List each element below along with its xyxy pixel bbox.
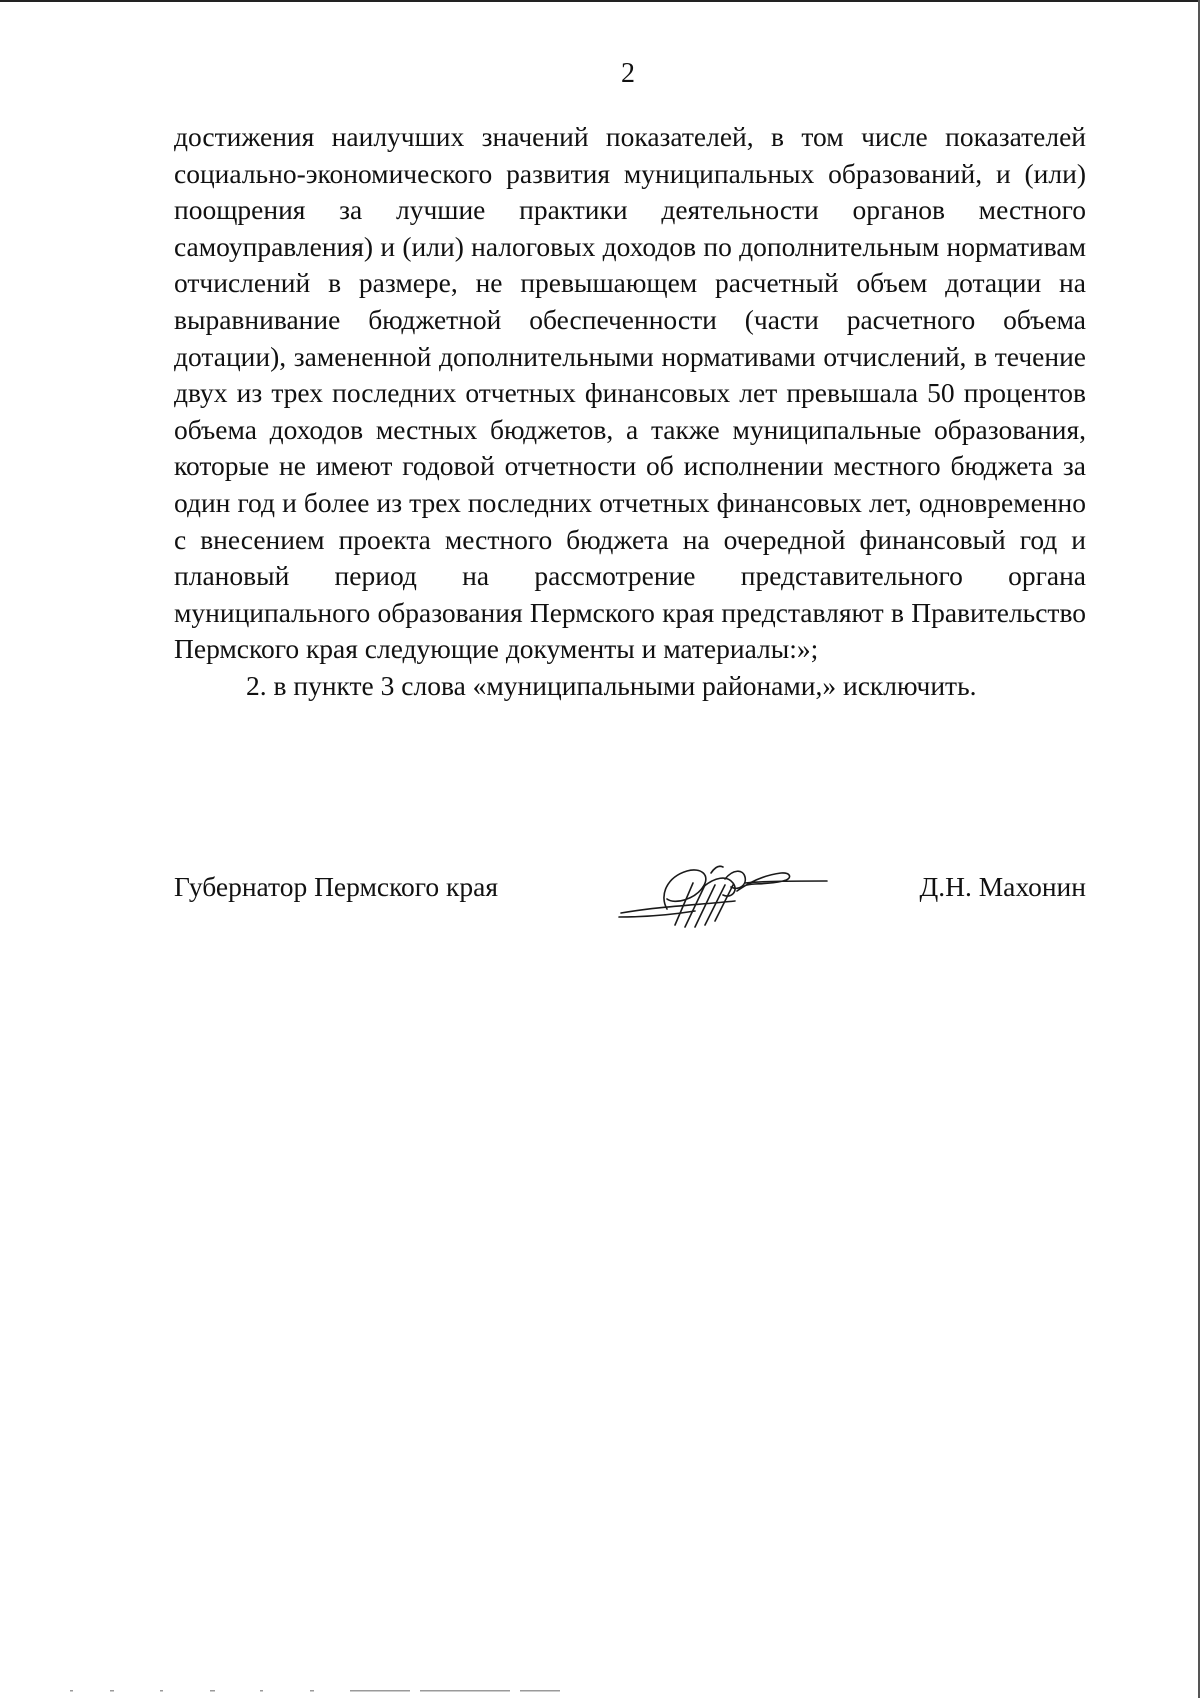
page-number: 2 (621, 58, 635, 89)
paragraph-continuation: достижения наилучших значений показателей, в том числе показателей социально-экономического развития муниципальных образований, и (или) поощрения за лучшие практики деятельности органов местного самоуправления) и (или) налоговых доходов по дополнительным нормативам отчислений в размере, не превышающем расчетный объем дотации на выравнивание бюджетной обеспеченности (части расчетного объема дотации), замененной дополнительными нормативами отчислений, в течение двух из трех последних отчетных финансовых лет превышала 50 процентов объема доходов местных бюджетов, а также муниципальные образования, которые не имеют годовой отчетности об исполнении местного бюджета за один год и более из трех последних отчетных финансовых лет, одновременно с внесением проекта местного бюджета на очередной финансовый год и плановый период на рассмотрение представительного органа муниципального образования Пермского края представляют в Правительство Пермского края следующие документы и материалы:»; (174, 121, 1086, 665)
paragraph-item-2: 2. в пункте 3 слова «муниципальными районами,» исключить. (246, 669, 977, 701)
signatory-name: Д.Н. Махонин (919, 871, 1086, 902)
handwritten-signature (615, 855, 830, 935)
signature-block (174, 871, 1086, 931)
scan-artifact-dots (0, 1688, 1200, 1694)
scan-border-top (0, 0, 1200, 2)
document-body (174, 119, 1086, 705)
signatory-position: Губернатор Пермского края (174, 871, 498, 902)
